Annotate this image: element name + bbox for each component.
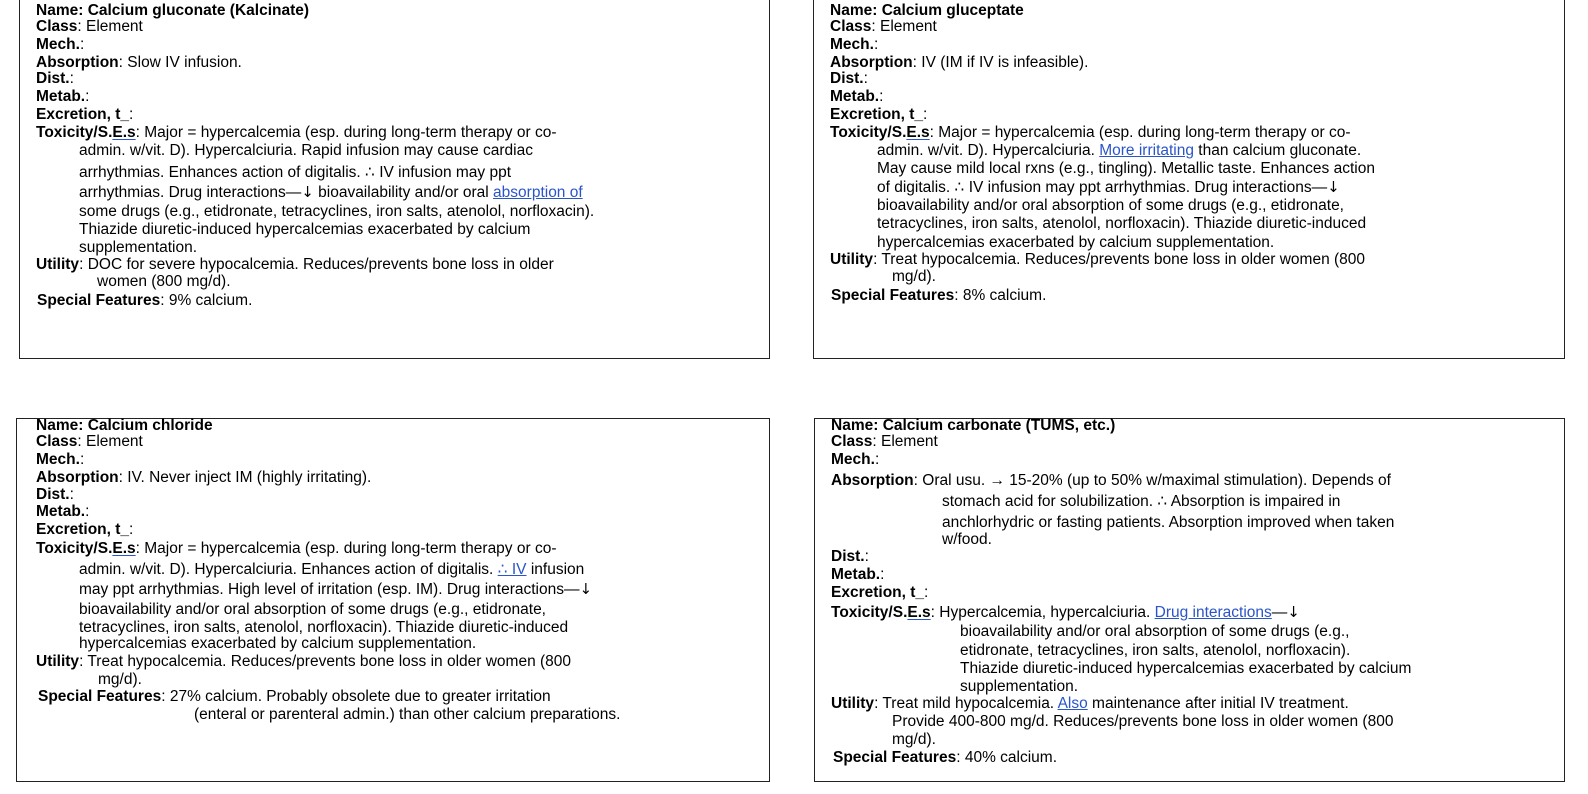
metab-field: Metab.: [36, 88, 90, 105]
toxicity-line: of digitalis. ∴ IV infusion may ppt arrhythmias. Drug interactions—↓ [877, 178, 1340, 196]
toxicity-line: arrhythmias. Drug interactions—↓ bioavailability and/or oral absorption of [79, 183, 583, 201]
toxicity-line: admin. w/vit. D). Hypercalciuria. Enhances action of digitalis. ∴ IV infusion [79, 561, 585, 578]
toxicity-line: may ppt arrhythmias. High level of irritation (esp. IM). Drug interactions—↓ [79, 580, 593, 598]
name-field: Name: Calcium carbonate (TUMS, etc.) [831, 417, 1116, 434]
utility-field: Utility: Treat hypocalcemia. Reduces/prevents bone loss in older women (800 [830, 251, 1366, 268]
dist-field: Dist.: [831, 548, 869, 565]
toxicity-line: tetracyclines, iron salts, atenolol, norfloxacin). Thiazide diuretic-induced [79, 619, 569, 636]
toxicity-line: bioavailability and/or oral absorption of some drugs (e.g., etidronate, [877, 197, 1344, 214]
utility-line: women (800 mg/d). [97, 273, 231, 290]
special-features-field: Special Features: 9% calcium. [37, 292, 253, 309]
down-arrow-icon: ↓ [301, 183, 314, 201]
class-field: Class: Element [36, 18, 143, 35]
special-features-field: Special Features: 27% calcium. Probably obsolete due to greater irritation [38, 688, 551, 705]
absorption-line: stomach acid for solubilization. ∴ Absorption is impaired in [942, 493, 1341, 510]
class-field: Class: Element [36, 433, 143, 450]
toxicity-line: arrhythmias. Enhances action of digitalis. ∴ IV infusion may ppt [79, 164, 512, 181]
name-field: Name: Calcium chloride [36, 417, 213, 434]
down-arrow-icon: ↓ [1327, 178, 1340, 196]
class-field: Class: Element [831, 433, 938, 450]
excretion-field: Excretion, t_: [36, 521, 134, 538]
utility-line: mg/d). [892, 268, 936, 285]
utility-line: mg/d). [98, 671, 142, 688]
special-features-field: Special Features: 40% calcium. [833, 749, 1058, 766]
dist-field: Dist.: [830, 70, 868, 87]
toxicity-line: May cause mild local rxns (e.g., tingling). Metallic taste. Enhances action [877, 160, 1375, 177]
mech-field: Mech.: [830, 36, 879, 53]
special-features-line: (enteral or parenteral admin.) than other calcium preparations. [194, 706, 621, 723]
absorption-line: w/food. [942, 531, 992, 548]
down-arrow-icon: ↓ [579, 580, 593, 598]
name-field: Name: Calcium gluconate (Kalcinate) [36, 2, 310, 19]
absorption-line: anchlorhydric or fasting patients. Absorption improved when taken [942, 514, 1395, 531]
absorption-field: Absorption: IV (IM if IV is infeasible). [830, 54, 1089, 71]
metab-field: Metab.: [830, 88, 884, 105]
absorption-field: Absorption: IV. Never inject IM (highly irritating). [36, 469, 372, 486]
toxicity-field: Toxicity/S.E.s: Major = hypercalcemia (esp. during long-term therapy or co- [36, 540, 557, 557]
toxicity-field: Toxicity/S.E.s: Hypercalcemia, hypercalciuria. Drug interactions—↓ [831, 603, 1300, 621]
toxicity-line: bioavailability and/or oral absorption of some drugs (e.g., [960, 623, 1350, 640]
class-field: Class: Element [830, 18, 937, 35]
drug-card-calcium-gluconate [19, 0, 770, 359]
mech-field: Mech.: [831, 451, 880, 468]
drug-card-calcium-gluceptate [813, 0, 1565, 359]
toxicity-line: supplementation. [79, 239, 198, 256]
excretion-field: Excretion, t_: [831, 584, 929, 601]
metab-field: Metab.: [36, 503, 90, 520]
toxicity-line: Thiazide diuretic-induced hypercalcemias exacerbated by calcium [79, 221, 531, 238]
utility-field: Utility: DOC for severe hypocalcemia. Reduces/prevents bone loss in older [36, 256, 554, 273]
utility-field: Utility: Treat mild hypocalcemia. Also maintenance after initial IV treatment. [831, 695, 1349, 712]
toxicity-line: admin. w/vit. D). Hypercalciuria. More irritating than calcium gluconate. [877, 142, 1362, 159]
toxicity-line: hypercalcemias exacerbated by calcium supplementation. [79, 635, 477, 652]
toxicity-line: Thiazide diuretic-induced hypercalcemias exacerbated by calcium [960, 660, 1412, 677]
mech-field: Mech.: [36, 451, 85, 468]
excretion-field: Excretion, t_: [830, 106, 928, 123]
down-arrow-icon: ↓ [1287, 603, 1300, 621]
special-features-field: Special Features: 8% calcium. [831, 287, 1047, 304]
toxicity-line: admin. w/vit. D). Hypercalciuria. Rapid infusion may cause cardiac [79, 142, 533, 159]
name-field: Name: Calcium gluceptate [830, 2, 1024, 19]
utility-line: Provide 400-800 mg/d. Reduces/prevents bone loss in older women (800 [892, 713, 1394, 730]
toxicity-line: bioavailability and/or oral absorption of some drugs (e.g., etidronate, [79, 601, 546, 618]
mech-field: Mech.: [36, 36, 85, 53]
dist-field: Dist.: [36, 486, 74, 503]
utility-field: Utility: Treat hypocalcemia. Reduces/prevents bone loss in older women (800 [36, 653, 572, 670]
excretion-field: Excretion, t_: [36, 106, 134, 123]
toxicity-line: etidronate, tetracyclines, iron salts, atenolol, norfloxacin). [960, 642, 1351, 659]
toxicity-line: supplementation. [960, 678, 1079, 695]
absorption-field: Absorption: Oral usu. → 15-20% (up to 50% w/maximal stimulation). Depends of [831, 472, 1391, 489]
absorption-field: Absorption: Slow IV infusion. [36, 54, 242, 71]
drug-card-calcium-carbonate [814, 418, 1565, 782]
dist-field: Dist.: [36, 70, 74, 87]
toxicity-field: Toxicity/S.E.s: Major = hypercalcemia (esp. during long-term therapy or co- [36, 124, 557, 141]
drug-card-calcium-chloride [16, 418, 770, 782]
toxicity-field: Toxicity/S.E.s: Major = hypercalcemia (esp. during long-term therapy or co- [830, 124, 1351, 141]
utility-line: mg/d). [892, 731, 936, 748]
metab-field: Metab.: [831, 566, 885, 583]
toxicity-line: some drugs (e.g., etidronate, tetracyclines, iron salts, atenolol, norfloxacin). [79, 203, 595, 220]
toxicity-line: tetracyclines, iron salts, atenolol, norfloxacin). Thiazide diuretic-induced [877, 215, 1367, 232]
toxicity-line: hypercalcemias exacerbated by calcium supplementation. [877, 234, 1275, 251]
